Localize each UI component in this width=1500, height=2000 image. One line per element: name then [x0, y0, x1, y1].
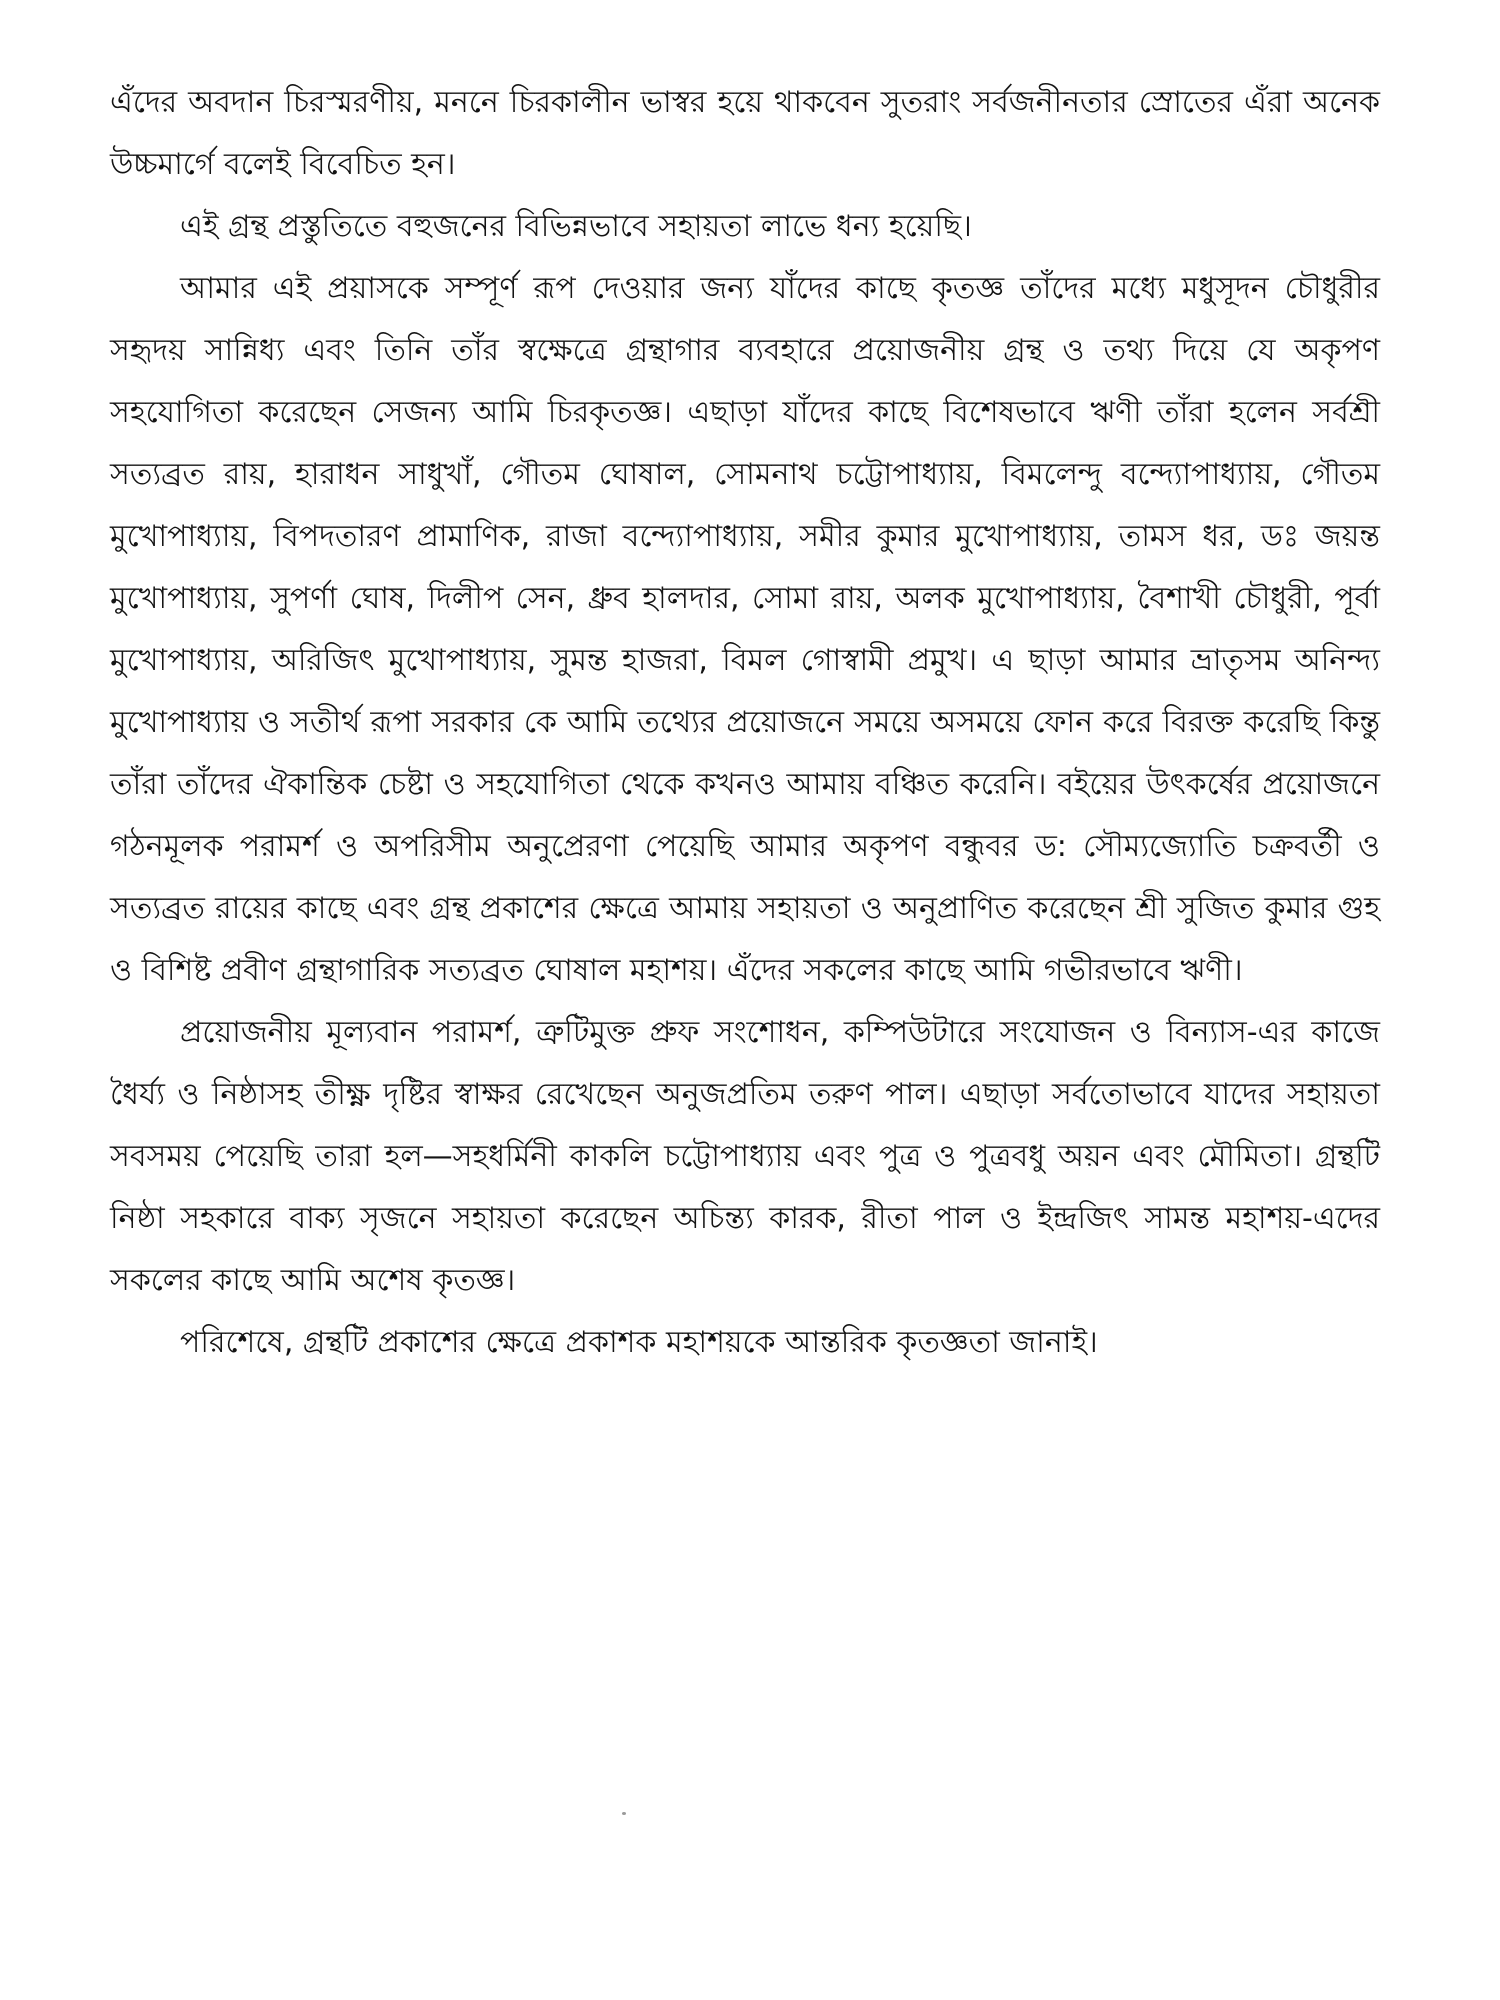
document-page	[110, 72, 1380, 1374]
paragraph-assistance-intro: এই গ্রন্থ প্রস্তুতিতে বহুজনের বিভিন্নভাবে সহায়তা লাভে ধন্য হয়েছি।	[180, 209, 972, 244]
paragraph-closing: পরিশেষে, গ্রন্থটি প্রকাশের ক্ষেত্রে প্রকাশক মহাশয়কে আন্তরিক কৃতজ্ঞতা জানাই।	[180, 1325, 1098, 1360]
scan-speck	[622, 1812, 626, 1815]
paragraph-continuation: এঁদের অবদান চিরস্মরণীয়, মননে চিরকালীন ভাস্বর হয়ে থাকবেন সুতরাং সর্বজনীনতার স্রোতের এঁরা অনেক উচ্চমার্গে বলেই বিবেচিত হন।	[110, 85, 1380, 182]
paragraph-acknowledgements: আমার এই প্রয়াসকে সম্পূর্ণ রূপ দেওয়ার জন্য যাঁদের কাছে কৃতজ্ঞ তাঁদের মধ্যে মধুসূদন চৌধুরীর সহৃদয় সান্নিধ্য এবং তিনি তাঁর স্বক্ষেত্রে গ্রন্থাগার ব্যবহারে প্রয়োজনীয় গ্রন্থ ও তথ্য দিয়ে যে অকৃপণ সহযোগিতা করেছেন সেজন্য আমি চিরকৃতজ্ঞ। এছাড়া যাঁদের কাছে বিশেষভাবে ঋণী তাঁরা হলেন সর্বশ্রী সত্যব্রত রায়, হারাধন সাধুখাঁ, গৌতম ঘোষাল, সোমনাথ চট্টোপাধ্যায়, বিমলেন্দু বন্দ্যোপাধ্যায়, গৌতম মুখোপাধ্যায়, বিপদতারণ প্রামাণিক, রাজা বন্দ্যোপাধ্যায়, সমীর কুমার মুখোপাধ্যায়, তামস ধর, ডঃ জয়ন্ত মুখোপাধ্যায়, সুপর্ণা ঘোষ, দিলীপ সেন, ধ্রুব হালদার, সোমা রায়, অলক মুখোপাধ্যায়, বৈশাখী চৌধুরী, পূর্বা মুখোপাধ্যায়, অরিজিৎ মুখোপাধ্যায়, সুমন্ত হাজরা, বিমল গোস্বামী প্রমুখ। এ ছাড়া আমার ভ্রাতৃসম অনিন্দ্য মুখোপাধ্যায় ও সতীর্থ রূপা সরকার কে আমি তথ্যের প্রয়োজনে সময়ে অসময়ে ফোন করে বিরক্ত করেছি কিন্তু তাঁরা তাঁদের ঐকান্তিক চেষ্টা ও সহযোগিতা থেকে কখনও আমায় বঞ্চিত করেনি। বইয়ের উৎকর্ষের প্রয়োজনে গঠনমূলক পরামর্শ ও অপরিসীম অনুপ্রেরণা পেয়েছি আমার অকৃপণ বন্ধুবর ড: সৌম্যজ্যোতি চক্রবর্তী ও সত্যব্রত রায়ের কাছে এবং গ্রন্থ প্রকাশের ক্ষেত্রে আমায় সহায়তা ও অনুপ্রাণিত করেছেন শ্রী সুজিত কুমার গুহ ও বিশিষ্ট প্রবীণ গ্রন্থাগারিক সত্যব্রত ঘোষাল মহাশয়। এঁদের সকলের কাছে আমি গভীরভাবে ঋণী।	[110, 271, 1380, 988]
paragraph-editorial-help: প্রয়োজনীয় মূল্যবান পরামর্শ, ত্রুটিমুক্ত প্রুফ সংশোধন, কম্পিউটারে সংযোজন ও বিন্যাস-এর কাজে ধৈর্য্য ও নিষ্ঠাসহ তীক্ষ্ণ দৃষ্টির স্বাক্ষর রেখেছেন অনুজপ্রতিম তরুণ পাল। এছাড়া সর্বতোভাবে যাদের সহায়তা সবসময় পেয়েছি তারা হল—সহধর্মিনী কাকলি চট্টোপাধ্যায় এবং পুত্র ও পুত্রবধু অয়ন এবং মৌমিতা। গ্রন্থটি নিষ্ঠা সহকারে বাক্য সৃজনে সহায়তা করেছেন অচিন্ত্য কারক, রীতা পাল ও ইন্দ্রজিৎ সামন্ত মহাশয়-এদের সকলের কাছে আমি অশেষ কৃতজ্ঞ।	[110, 1015, 1380, 1298]
